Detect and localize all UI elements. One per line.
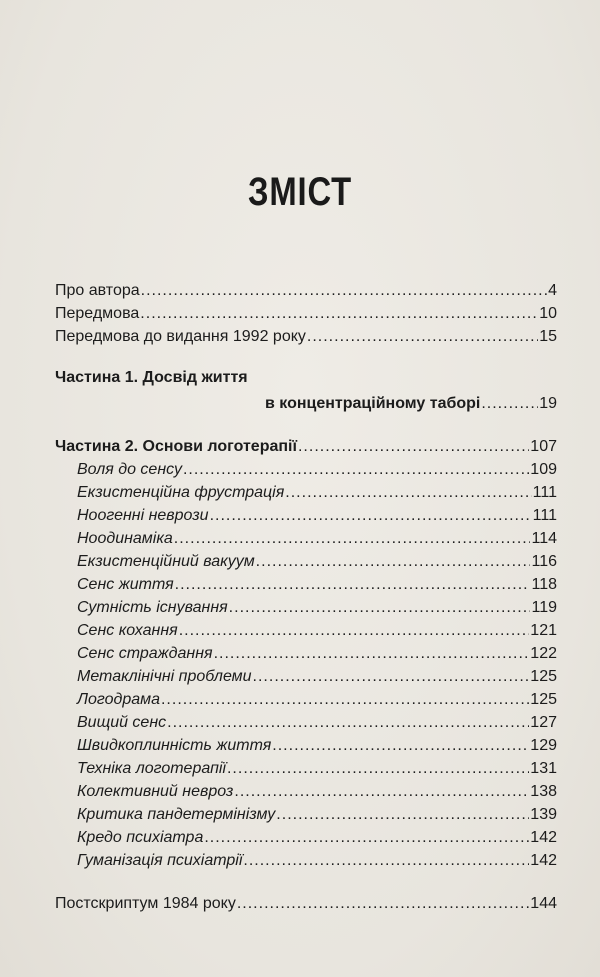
toc-subentry[interactable]	[55, 481, 557, 504]
dot-leader	[167, 711, 529, 734]
toc-subentry[interactable]	[55, 458, 557, 481]
dot-leader	[256, 550, 531, 573]
entry-label: Критика пандетермінізму	[77, 806, 276, 823]
entry-label: Техніка логотерапії	[77, 760, 226, 777]
entry-label: в концентраційному таборі	[265, 395, 481, 412]
toc-subentry[interactable]	[55, 550, 557, 573]
entry-label: Екзистенційна фрустрація	[77, 484, 285, 501]
entry-page: 15	[539, 328, 557, 345]
dot-leader	[140, 302, 538, 325]
entry-page: 142	[530, 852, 557, 869]
entry-label: Кредо психіатра	[77, 829, 204, 846]
toc-subentry[interactable]	[55, 757, 557, 780]
part1-line1	[55, 366, 557, 392]
dot-leader	[253, 665, 530, 688]
dot-leader	[210, 504, 532, 527]
entry-page: 125	[530, 668, 557, 685]
entry-label: Частина 2. Основи логотерапії	[55, 438, 297, 455]
dot-leader	[481, 392, 538, 415]
toc-subentry[interactable]	[55, 527, 557, 550]
toc-subentry[interactable]	[55, 504, 557, 527]
entry-page: 109	[530, 461, 557, 478]
toc-entry[interactable]	[55, 435, 557, 458]
entry-label: Постскриптум 1984 року	[55, 895, 236, 912]
entry-page: 121	[530, 622, 557, 639]
toc-subentry[interactable]	[55, 665, 557, 688]
toc-entry[interactable]	[55, 325, 557, 348]
entry-page: 19	[539, 395, 557, 412]
entry-label: Про автора	[55, 282, 140, 299]
entry-label: Екзистенційний вакуум	[77, 553, 255, 570]
entry-page: 116	[531, 553, 557, 570]
dot-leader	[175, 573, 531, 596]
dot-leader	[276, 803, 529, 826]
page-title: ЗМІСТ	[247, 170, 352, 214]
dot-leader	[237, 892, 529, 915]
dot-leader	[214, 642, 530, 665]
entry-label: Метаклінічні проблеми	[77, 668, 252, 685]
entry-page: 125	[530, 691, 557, 708]
part1-line2	[55, 392, 557, 415]
entry-page: 142	[530, 829, 557, 846]
dot-leader	[174, 527, 531, 550]
entry-label: Швидкоплинність життя	[77, 737, 272, 754]
dot-leader	[243, 849, 529, 872]
entry-page: 139	[530, 806, 557, 823]
dot-leader	[141, 279, 547, 302]
entry-page: 118	[531, 576, 557, 593]
part2-subsections	[55, 458, 557, 872]
entry-label: Ноогенні неврози	[77, 507, 209, 524]
toc-front-matter	[55, 279, 557, 348]
toc-subentry[interactable]	[55, 688, 557, 711]
toc-part-1[interactable]	[55, 366, 557, 415]
dot-leader	[161, 688, 529, 711]
entry-label: Сенс кохання	[77, 622, 178, 639]
toc-subentry[interactable]	[55, 849, 557, 872]
entry-label: Вищий сенс	[77, 714, 167, 731]
entry-page: 4	[548, 282, 557, 299]
entry-page: 131	[530, 760, 557, 777]
toc-entry[interactable]	[55, 279, 557, 302]
toc-subentry[interactable]	[55, 826, 557, 849]
entry-page: 111	[532, 484, 557, 501]
dot-leader	[234, 780, 529, 803]
entry-label: Сенс страждання	[77, 645, 213, 662]
toc-subentry[interactable]	[55, 734, 557, 757]
dot-leader	[298, 435, 529, 458]
entry-page: 10	[539, 305, 557, 322]
toc-subentry[interactable]	[55, 642, 557, 665]
entry-page: 138	[530, 783, 557, 800]
dot-leader	[229, 596, 531, 619]
entry-label: Ноодинаміка	[77, 530, 173, 547]
entry-page: 122	[530, 645, 557, 662]
dot-leader	[227, 757, 529, 780]
toc-postscript	[55, 892, 557, 915]
dot-leader	[285, 481, 531, 504]
dot-leader	[307, 325, 538, 348]
toc-subentry[interactable]	[55, 573, 557, 596]
dot-leader	[272, 734, 529, 757]
entry-page: 129	[530, 737, 557, 754]
entry-page: 111	[532, 507, 557, 524]
toc-subentry[interactable]	[55, 596, 557, 619]
entry-page: 107	[530, 438, 557, 455]
entry-label: Передмова до видання 1992 року	[55, 328, 306, 345]
toc-part-2	[55, 435, 557, 872]
entry-page: 119	[531, 599, 557, 616]
entry-label: Передмова	[55, 305, 140, 322]
dot-leader	[183, 458, 529, 481]
entry-label: Сенс життя	[77, 576, 174, 593]
toc-entry[interactable]	[55, 892, 557, 915]
toc-entry[interactable]	[55, 302, 557, 325]
entry-label: Воля до сенсу	[77, 461, 182, 478]
toc-subentry[interactable]	[55, 780, 557, 803]
entry-label: Частина 1. Досвід життя	[55, 369, 248, 386]
entry-label: Гуманізація психіатрії	[77, 852, 243, 869]
entry-page: 144	[530, 895, 557, 912]
entry-label: Сутність існування	[77, 599, 228, 616]
entry-label: Колективний невроз	[77, 783, 234, 800]
dot-leader	[179, 619, 530, 642]
toc-subentry[interactable]	[55, 619, 557, 642]
toc-subentry[interactable]	[55, 711, 557, 734]
entry-page: 114	[531, 530, 557, 547]
toc-subentry[interactable]	[55, 803, 557, 826]
entry-label: Логодрама	[77, 691, 160, 708]
dot-leader	[204, 826, 529, 849]
entry-page: 127	[530, 714, 557, 731]
